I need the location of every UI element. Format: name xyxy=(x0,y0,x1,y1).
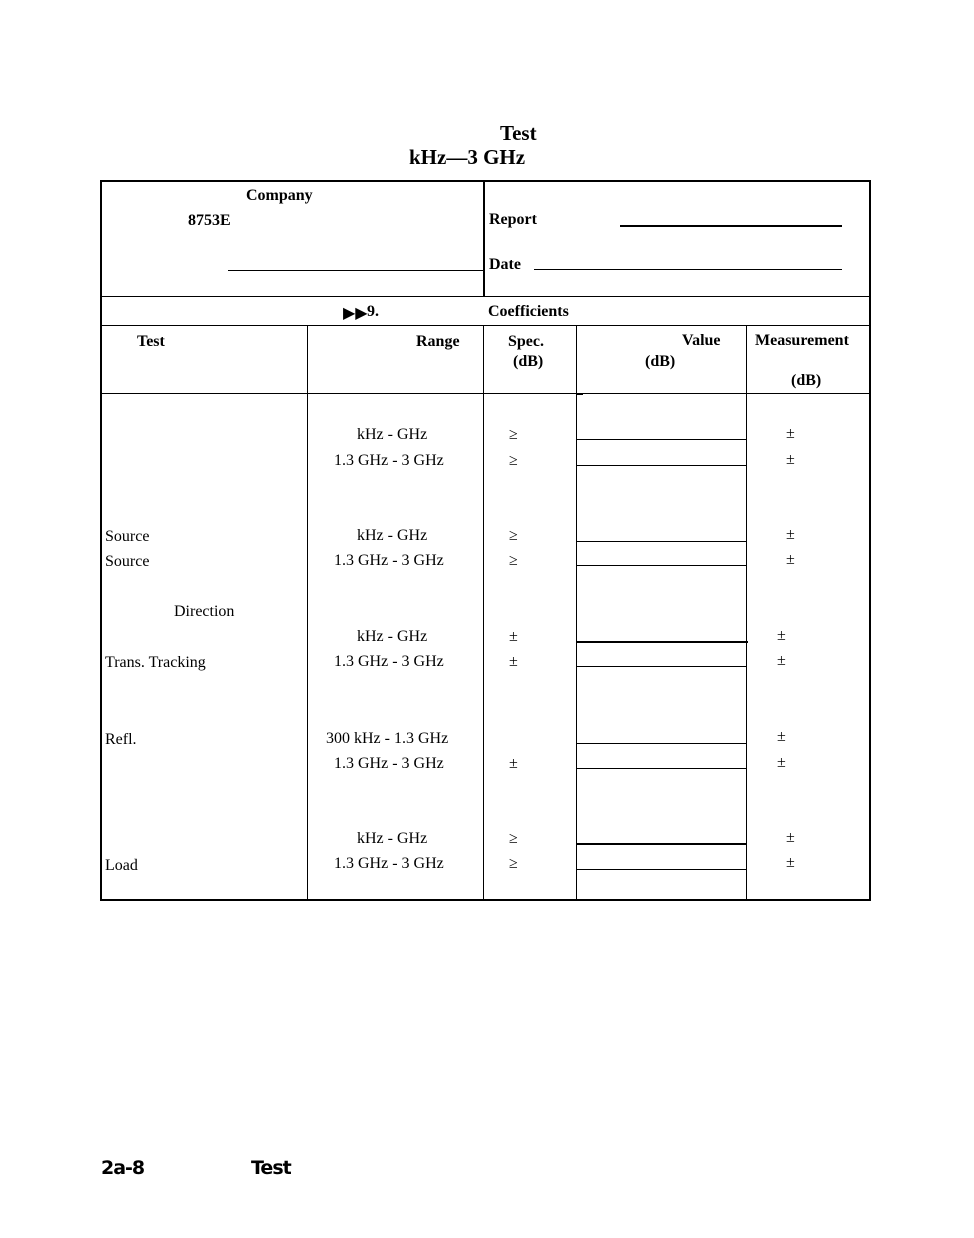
row-spec: ≥ xyxy=(509,527,518,544)
row-label: Direction xyxy=(174,603,235,620)
column-header-spec-units: (dB) xyxy=(513,353,544,370)
row-uncertainty: ± xyxy=(777,652,786,669)
date-label: Date xyxy=(489,256,521,273)
row-label: Source xyxy=(105,528,150,545)
row-uncertainty: ± xyxy=(786,425,795,442)
row-spec: ≥ xyxy=(509,552,518,569)
column-header-range: Range xyxy=(416,333,460,350)
row-label: Source xyxy=(105,553,150,570)
column-header-test: Test xyxy=(137,333,165,350)
footer-label: Test xyxy=(251,1157,291,1179)
column-header-value-units: (dB) xyxy=(645,353,676,370)
row-uncertainty: ± xyxy=(786,526,795,543)
row-uncertainty: ± xyxy=(786,829,795,846)
company-label: Company xyxy=(246,187,313,204)
row-range: kHz - GHz xyxy=(357,527,428,544)
title-line-1: Test xyxy=(500,121,537,145)
row-spec: ≥ xyxy=(509,452,518,469)
section-arrows: ▶▶ xyxy=(343,305,368,322)
row-spec: ± xyxy=(509,653,518,670)
row-range: kHz - GHz xyxy=(357,830,428,847)
row-range: 1.3 GHz - 3 GHz xyxy=(334,855,444,872)
row-uncertainty: ± xyxy=(777,627,786,644)
column-header-value: Value xyxy=(682,332,721,349)
row-spec: ≥ xyxy=(509,426,518,443)
report-label: Report xyxy=(489,211,537,228)
row-spec: ≥ xyxy=(509,830,518,847)
row-spec: ≥ xyxy=(509,855,518,872)
column-header-spec: Spec. xyxy=(508,333,544,350)
row-range: 1.3 GHz - 3 GHz xyxy=(334,755,444,772)
row-label: Refl. xyxy=(105,731,137,748)
row-uncertainty: ± xyxy=(777,728,786,745)
row-range: kHz - GHz xyxy=(357,628,428,645)
page-number: 2a-8 xyxy=(101,1157,145,1179)
section-name: Coefficients xyxy=(488,303,569,320)
title-line-2: kHz—3 GHz xyxy=(409,145,526,169)
row-range: 1.3 GHz - 3 GHz xyxy=(334,452,444,469)
row-uncertainty: ± xyxy=(786,551,795,568)
model-label: 8753E xyxy=(188,212,231,229)
row-spec: ± xyxy=(509,755,518,772)
row-label: Load xyxy=(105,857,138,874)
row-range: kHz - GHz xyxy=(357,426,428,443)
row-spec: ± xyxy=(509,628,518,645)
row-uncertainty: ± xyxy=(786,451,795,468)
row-range: 1.3 GHz - 3 GHz xyxy=(334,653,444,670)
row-uncertainty: ± xyxy=(786,854,795,871)
column-header-measurement-units: (dB) xyxy=(791,372,822,389)
section-number: 9. xyxy=(367,303,379,320)
row-uncertainty: ± xyxy=(777,754,786,771)
row-label: Trans. Tracking xyxy=(105,654,206,671)
row-range: 300 kHz - 1.3 GHz xyxy=(326,730,449,747)
column-header-measurement: Measurement xyxy=(755,332,849,349)
row-range: 1.3 GHz - 3 GHz xyxy=(334,552,444,569)
